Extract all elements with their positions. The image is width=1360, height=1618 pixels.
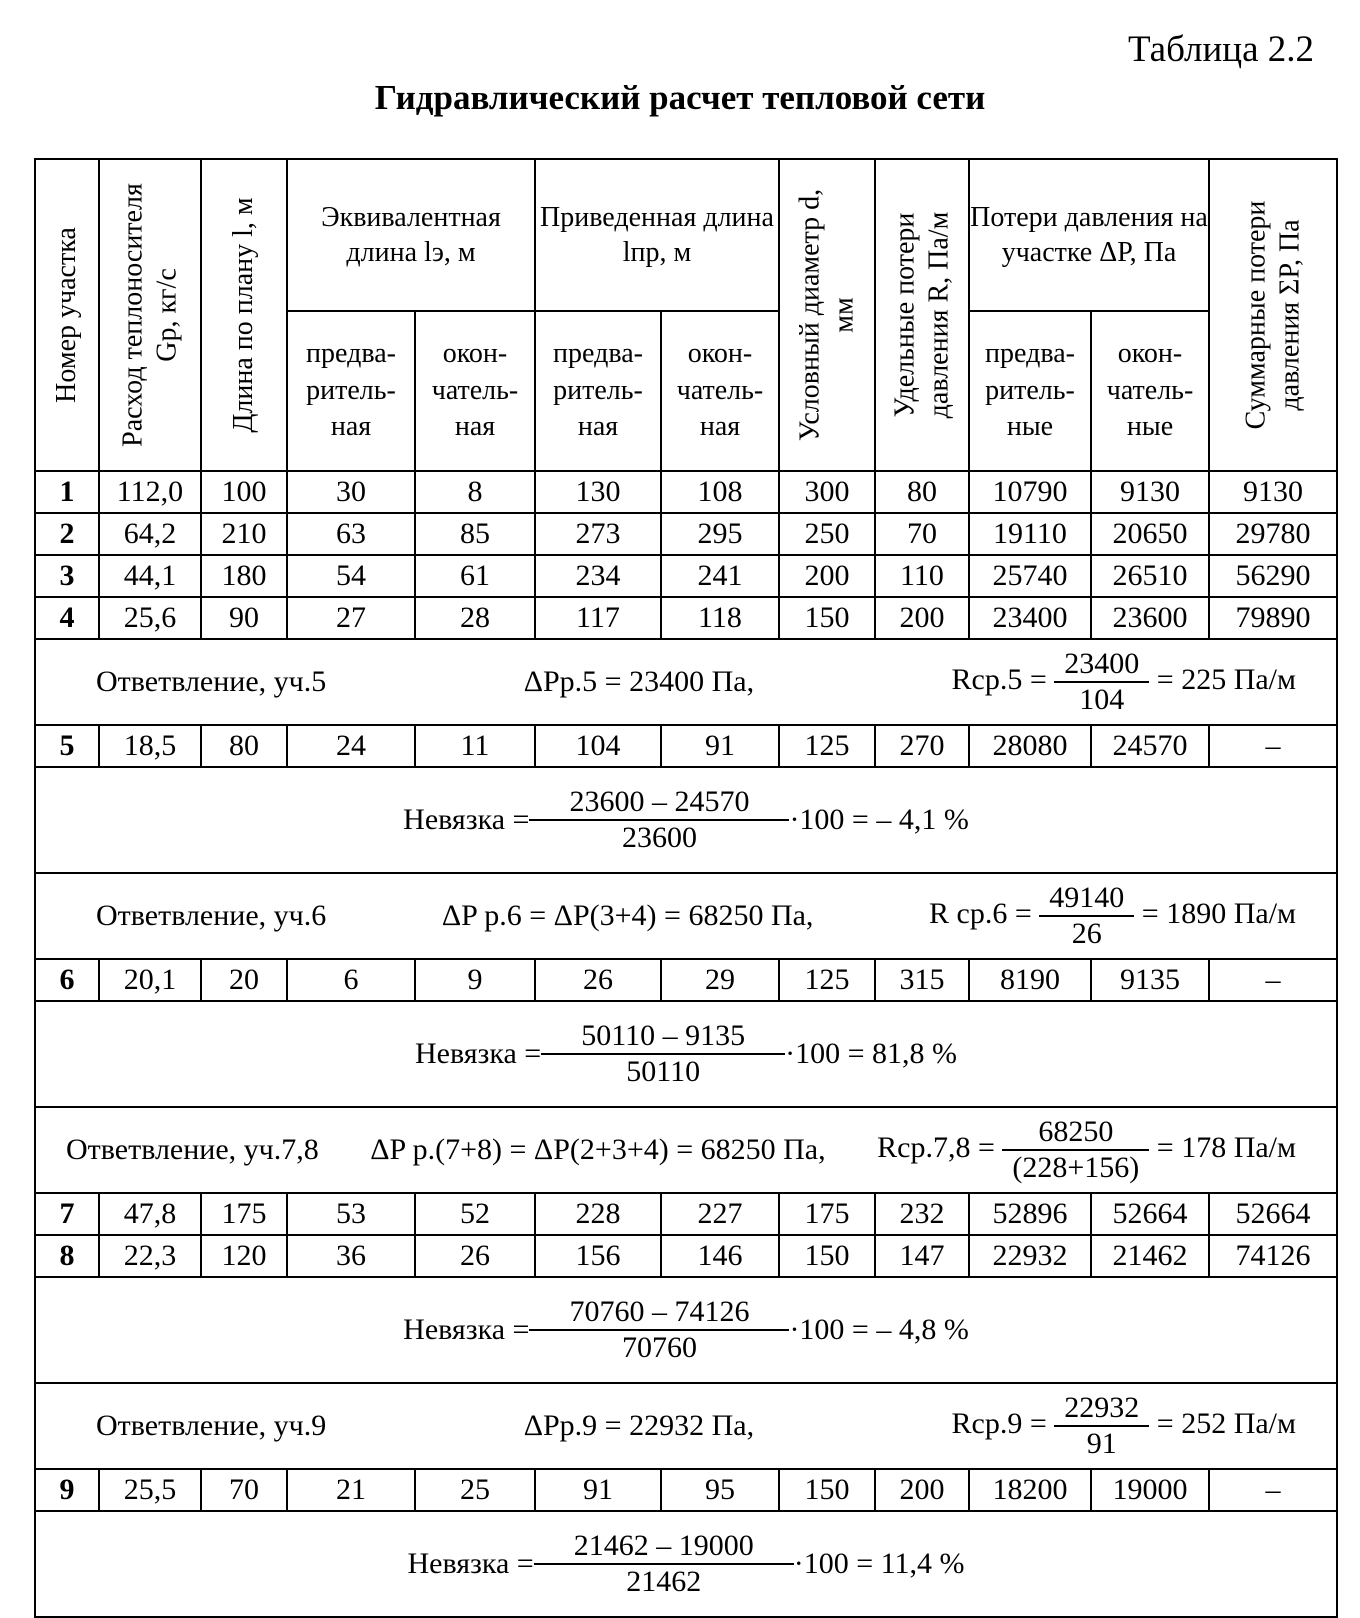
header-length: Длина по плану l, м [201, 159, 287, 471]
table-cell: 63 [287, 513, 415, 555]
table-cell: – [1209, 1469, 1337, 1511]
table-cell: 20650 [1091, 513, 1209, 555]
table-cell: 26510 [1091, 555, 1209, 597]
section-number-cell: 3 [35, 555, 99, 597]
table-row [35, 513, 1337, 555]
header-reduced-final: окон-чатель-ная [661, 311, 779, 471]
branch-label: Ответвление, уч.7,8 [66, 1133, 319, 1166]
branch-r-label: R ср.6 = [929, 896, 1032, 930]
section-number-cell: 9 [35, 1469, 99, 1511]
table-cell: 9 [415, 959, 535, 1001]
table-cell: 8190 [969, 959, 1091, 1001]
section-number-cell: 7 [35, 1193, 99, 1235]
residual-label: Невязка = [403, 1313, 530, 1346]
table-cell: – [1209, 959, 1337, 1001]
table-cell: 20 [201, 959, 287, 1001]
branch-result: = 225 Па/м [1156, 662, 1296, 696]
table-cell: 125 [779, 725, 875, 767]
table-cell: 22,3 [99, 1235, 201, 1277]
table-cell: 22932 [969, 1235, 1091, 1277]
section-number-cell: 8 [35, 1235, 99, 1277]
table-cell: 130 [535, 471, 661, 513]
table-cell: 100 [201, 471, 287, 513]
table-cell: 150 [779, 597, 875, 639]
table-row [35, 471, 1337, 513]
header-total-loss: Суммарные потери давления ΣP, Па [1209, 159, 1337, 471]
table-cell: 19110 [969, 513, 1091, 555]
table-cell: 156 [535, 1235, 661, 1277]
header-pressure-loss: Потери давления на участке ΔP, Па [969, 159, 1209, 311]
branch-dp: ΔP р.6 = ΔP(3+4) = 68250 Па, [441, 899, 814, 932]
table-cell: 117 [535, 597, 661, 639]
hydraulic-table [34, 158, 1338, 1618]
branch-r-label: Rср.7,8 = [877, 1130, 995, 1164]
table-cell: 200 [875, 597, 969, 639]
table-cell: 150 [779, 1235, 875, 1277]
table-cell: 54 [287, 555, 415, 597]
table-cell: 28 [415, 597, 535, 639]
table-cell: 18200 [969, 1469, 1091, 1511]
residual-label: Невязка = [407, 1547, 534, 1580]
table-cell: 110 [875, 555, 969, 597]
header-reduced-length: Приведенная длина lпр, м [535, 159, 779, 311]
residual-row-78 [35, 1277, 1337, 1383]
table-cell: 210 [201, 513, 287, 555]
table-cell: 250 [779, 513, 875, 555]
table-cell: 108 [661, 471, 779, 513]
table-cell: 30 [287, 471, 415, 513]
table-cell: 20,1 [99, 959, 201, 1001]
table-number: Таблица 2.2 [1128, 29, 1314, 70]
table-cell: 64,2 [99, 513, 201, 555]
branch-label: Ответвление, уч.9 [96, 1409, 327, 1442]
branch-dp: ΔPр.5 = 23400 Па, [523, 665, 755, 698]
branch-result: = 252 Па/м [1156, 1406, 1296, 1440]
table-cell: 91 [535, 1469, 661, 1511]
table-cell: 241 [661, 555, 779, 597]
table-cell: 200 [875, 1469, 969, 1511]
branch-row-5 [35, 639, 1337, 725]
table-cell: 70 [201, 1469, 287, 1511]
residual-row-6 [35, 1001, 1337, 1107]
section-number-cell: 5 [35, 725, 99, 767]
section-number-cell: 2 [35, 513, 99, 555]
header-loss-prelim: предва-ритель-ные [969, 311, 1091, 471]
residual-row-9 [35, 1511, 1337, 1617]
table-cell: 26 [535, 959, 661, 1001]
residual-result: ·100 = – 4,1 % [789, 803, 969, 836]
table-cell: 146 [661, 1235, 779, 1277]
table-cell: 228 [535, 1193, 661, 1235]
table-cell: 227 [661, 1193, 779, 1235]
branch-result: = 178 Па/м [1156, 1130, 1296, 1164]
residual-result: ·100 = 81,8 % [785, 1037, 958, 1070]
residual-label: Невязка = [403, 803, 530, 836]
table-cell: 95 [661, 1469, 779, 1511]
table-cell: 9130 [1209, 471, 1337, 513]
table-cell: 295 [661, 513, 779, 555]
table-cell: 125 [779, 959, 875, 1001]
table-cell: 9130 [1091, 471, 1209, 513]
table-cell: 85 [415, 513, 535, 555]
table-cell: 80 [875, 471, 969, 513]
residual-fraction: $\frac{50110 - 9135}{50110}$ [541, 1019, 785, 1089]
table-cell: 180 [201, 555, 287, 597]
table-cell: 21 [287, 1469, 415, 1511]
table-cell: 175 [779, 1193, 875, 1235]
table-cell: 29 [661, 959, 779, 1001]
table-cell: 6 [287, 959, 415, 1001]
header-flow: Расход теплоносителя Gp, кг/с [99, 159, 201, 471]
table-cell: 80 [201, 725, 287, 767]
table-cell: 112,0 [99, 471, 201, 513]
table-cell: 90 [201, 597, 287, 639]
table-cell: 9135 [1091, 959, 1209, 1001]
header-equiv-length: Эквивалентная длина lэ, м [287, 159, 535, 311]
table-cell: 175 [201, 1193, 287, 1235]
table-cell: – [1209, 725, 1337, 767]
table-cell: 234 [535, 555, 661, 597]
branch-row-78 [35, 1107, 1337, 1193]
table-cell: 147 [875, 1235, 969, 1277]
table-cell: 18,5 [99, 725, 201, 767]
branch-label: Ответвление, уч.6 [96, 899, 327, 932]
table-cell: 47,8 [99, 1193, 201, 1235]
table-cell: 61 [415, 555, 535, 597]
branch-dp: ΔP р.(7+8) = ΔP(2+3+4) = 68250 Па, [370, 1133, 826, 1166]
table-title: Гидравлический расчет тепловой сети [374, 78, 986, 117]
residual-result: ·100 = 11,4 % [793, 1547, 965, 1580]
table-cell: 25,5 [99, 1469, 201, 1511]
table-cell: 23400 [969, 597, 1091, 639]
table-cell: 25 [415, 1469, 535, 1511]
table-cell: 300 [779, 471, 875, 513]
table-cell: 52 [415, 1193, 535, 1235]
header-section-number: Номер участка [35, 159, 99, 471]
table-cell: 36 [287, 1235, 415, 1277]
table-cell: 52896 [969, 1193, 1091, 1235]
table-cell: 53 [287, 1193, 415, 1235]
header-equiv-final: окон-чатель-ная [415, 311, 535, 471]
header-equiv-prelim: предва-ритель-ная [287, 311, 415, 471]
branch-label: Ответвление, уч.5 [96, 665, 327, 698]
branch-r-label: Rср.5 = [951, 662, 1047, 696]
table-cell: 23600 [1091, 597, 1209, 639]
table-cell: 11 [415, 725, 535, 767]
table-row [35, 1469, 1337, 1511]
branch-fraction: $\frac{22932}{91}$ [1054, 1391, 1149, 1461]
header-specific-loss: Удельные потери давления R, Па/м [875, 159, 969, 471]
residual-label: Невязка = [414, 1037, 542, 1070]
residual-result: ·100 = – 4,8 % [789, 1313, 969, 1346]
table-cell: 21462 [1091, 1235, 1209, 1277]
branch-fraction: $\frac{68250}{(228+156)}$ [1002, 1115, 1149, 1185]
table-cell: 52664 [1091, 1193, 1209, 1235]
table-cell: 29780 [1209, 513, 1337, 555]
header-diameter: Условный диаметр d, мм [779, 159, 875, 471]
table-cell: 25,6 [99, 597, 201, 639]
header-loss-final: окон-чатель-ные [1091, 311, 1209, 471]
table-cell: 10790 [969, 471, 1091, 513]
branch-result: = 1890 Па/м [1141, 896, 1297, 930]
table-cell: 28080 [969, 725, 1091, 767]
table-row [35, 555, 1337, 597]
table-cell: 270 [875, 725, 969, 767]
table-cell: 44,1 [99, 555, 201, 597]
section-number-cell: 4 [35, 597, 99, 639]
table-row [35, 597, 1337, 639]
residual-fraction: $\frac{21462 - 19000}{21462}$ [534, 1529, 794, 1599]
residual-row-5 [35, 767, 1337, 873]
table-row [35, 1193, 1337, 1235]
table-cell: 25740 [969, 555, 1091, 597]
table-cell: 52664 [1209, 1193, 1337, 1235]
table-row [35, 959, 1337, 1001]
branch-r-label: Rср.9 = [951, 1406, 1047, 1440]
header-row-top [35, 159, 1337, 311]
table-cell: 56290 [1209, 555, 1337, 597]
table-cell: 118 [661, 597, 779, 639]
table-cell: 19000 [1091, 1469, 1209, 1511]
table-cell: 200 [779, 555, 875, 597]
table-cell: 232 [875, 1193, 969, 1235]
table-cell: 104 [535, 725, 661, 767]
branch-row-6 [35, 873, 1337, 959]
residual-fraction: $\frac{23600 - 24570}{23600}$ [529, 785, 789, 855]
table-cell: 79890 [1209, 597, 1337, 639]
table-cell: 24570 [1091, 725, 1209, 767]
table-cell: 273 [535, 513, 661, 555]
branch-dp: ΔPр.9 = 22932 Па, [523, 1409, 755, 1442]
table-cell: 8 [415, 471, 535, 513]
table-cell: 70 [875, 513, 969, 555]
header-reduced-prelim: предва-ритель-ная [535, 311, 661, 471]
section-number-cell: 6 [35, 959, 99, 1001]
branch-fraction: $\frac{49140}{26}$ [1039, 881, 1134, 951]
branch-row-9 [35, 1383, 1337, 1469]
table-cell: 74126 [1209, 1235, 1337, 1277]
table-cell: 27 [287, 597, 415, 639]
section-number-cell: 1 [35, 471, 99, 513]
table-row [35, 725, 1337, 767]
branch-fraction: $\frac{23400}{104}$ [1054, 647, 1149, 717]
table-cell: 315 [875, 959, 969, 1001]
table-cell: 24 [287, 725, 415, 767]
table-cell: 91 [661, 725, 779, 767]
residual-fraction: $\frac{70760 - 74126}{70760}$ [529, 1295, 789, 1365]
table-row [35, 1235, 1337, 1277]
table-cell: 120 [201, 1235, 287, 1277]
table-cell: 26 [415, 1235, 535, 1277]
table-cell: 150 [779, 1469, 875, 1511]
